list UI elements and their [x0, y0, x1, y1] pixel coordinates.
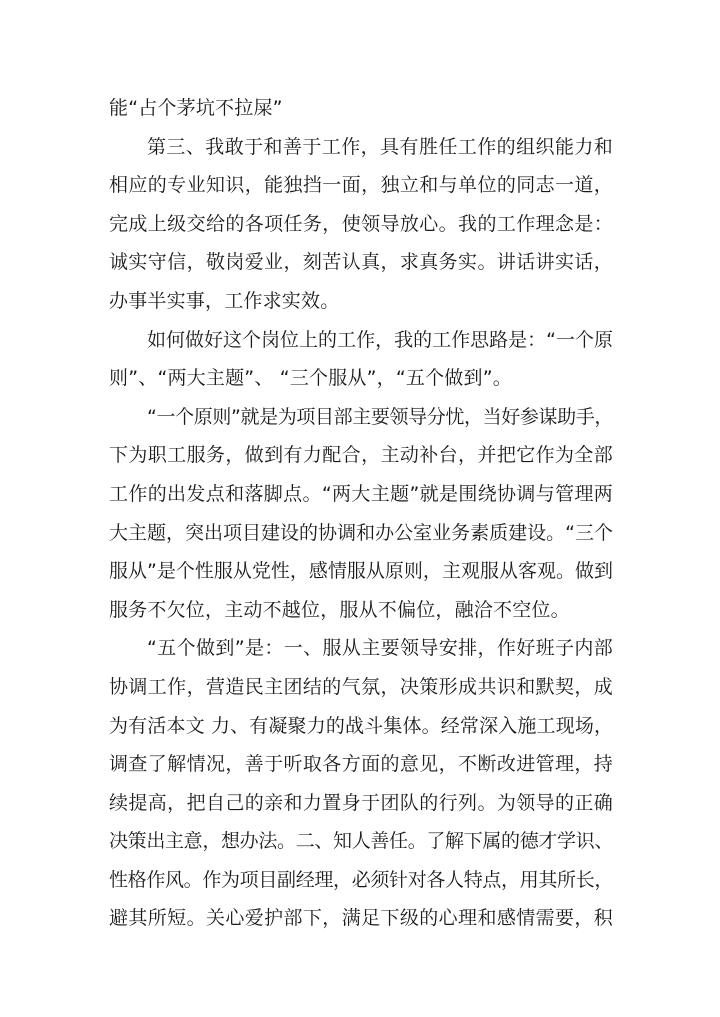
- text-line: 第三、我敢于和善于工作，具有胜任工作的组织能力和: [147, 135, 613, 158]
- text-line: 性格作风。作为项目副经理，必须针对各人特点，用其所长，: [109, 868, 613, 891]
- text-line: 能“占个茅坑不拉屎”: [109, 97, 283, 119]
- text-line: 工作的出发点和落脚点。“两大主题”就是围绕协调与管理两: [109, 482, 613, 505]
- text-line: 大主题，突出项目建设的协调和办公室业务素质建设。“三个: [109, 521, 613, 544]
- text-line: 诚实守信，敬岗爱业，刻苦认真，求真务实。讲话讲实话，: [109, 251, 613, 274]
- text-line: 下为职工服务，做到有力配合，主动补台，并把它作为全部: [109, 444, 613, 467]
- text-line: 续提高，把自己的亲和力置身于团队的行列。为领导的正确: [109, 791, 613, 814]
- text-line: 服从”是个性服从党性，感情服从原则，主观服从客观。做到: [109, 560, 613, 583]
- text-line: 服务不欠位，主动不越位，服从不偏位，融洽不空位。: [109, 598, 570, 621]
- body-text: [109, 89, 613, 938]
- text-line: “一个原则”就是为项目部主要领导分忧，当好参谋助手，: [147, 405, 613, 428]
- text-line: 如何做好这个岗位上的工作，我的工作思路是：“一个原: [147, 328, 613, 351]
- text-line: 避其所短。关心爱护部下，满足下级的心理和感情需要，积: [109, 907, 613, 930]
- text-line: 办事半实事，工作求实效。: [109, 289, 340, 312]
- text-line: 完成上级交给的各项任务，使领导放心。我的工作理念是：: [109, 212, 613, 235]
- text-line: 决策出主意，想办法。二、知人善任。了解下属的德才学识、: [109, 830, 613, 853]
- text-line: 相应的专业知识，能独挡一面，独立和与单位的同志一道，: [109, 174, 613, 197]
- text-line: 协调工作，营造民主团结的气氛，决策形成共识和默契，成: [109, 675, 613, 698]
- text-line: 则”、“两大主题”、 “三个服从”，“五个做到”。: [109, 367, 512, 390]
- text-line: 为有活本文 力、有凝聚力的战斗集体。经常深入施工现场，: [109, 714, 613, 737]
- text-line: 调查了解情况，善于听取各方面的意见，不断改进管理，持: [109, 753, 613, 776]
- text-line: “五个做到”是：一、服从主要领导安排，作好班子内部: [147, 637, 613, 660]
